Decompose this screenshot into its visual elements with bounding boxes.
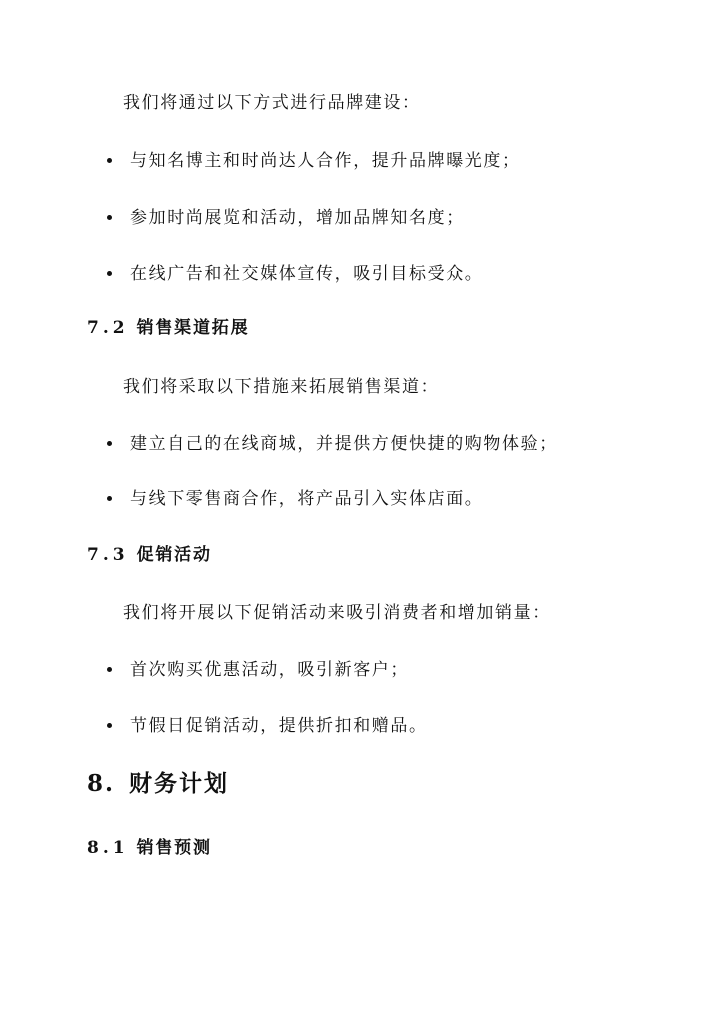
section-title: 销售渠道拓展: [136, 318, 250, 338]
bullet-icon: [107, 271, 112, 276]
list-item: [107, 655, 409, 680]
channels-intro-paragraph: 我们将采取以下措施来拓展销售渠道：: [123, 377, 440, 397]
list-item-text: 与知名博主和时尚达人合作，提升品牌曝光度；: [130, 151, 521, 171]
bullet-icon: [107, 158, 112, 163]
section-number: 7.3: [87, 545, 129, 565]
list-item-text: 在线广告和社交媒体宣传，吸引目标受众。: [130, 264, 484, 284]
list-item-text: 建立自己的在线商城，并提供方便快捷的购物体验；: [130, 434, 558, 454]
list-item: [107, 259, 483, 284]
list-item-text: 参加时尚展览和活动，增加品牌知名度；: [130, 208, 465, 228]
list-item: [107, 484, 483, 509]
section-heading-8: [87, 765, 229, 798]
section-number: 8.: [87, 770, 116, 797]
section-number: 7.2: [87, 318, 129, 338]
section-heading-8-1: [87, 833, 212, 858]
list-item: [107, 146, 521, 171]
list-item-text: 与线下零售商合作，将产品引入实体店面。: [130, 489, 484, 509]
promo-intro-paragraph: 我们将开展以下促销活动来吸引消费者和增加销量：: [123, 603, 551, 623]
list-item-text: 节假日促销活动，提供折扣和赠品。: [130, 716, 428, 736]
bullet-icon: [107, 723, 112, 728]
list-item: [107, 711, 428, 736]
section-heading-7-2: [87, 313, 249, 338]
section-title: 销售预测: [136, 838, 212, 858]
section-title: 财务计划: [129, 770, 230, 797]
list-item: [107, 203, 465, 228]
bullet-icon: [107, 496, 112, 501]
section-title: 促销活动: [136, 545, 212, 565]
bullet-icon: [107, 667, 112, 672]
bullet-icon: [107, 215, 112, 220]
section-number: 8.1: [87, 838, 129, 858]
list-item: [107, 429, 558, 454]
section-heading-7-3: [87, 540, 212, 565]
list-item-text: 首次购买优惠活动，吸引新客户；: [130, 660, 409, 680]
brand-intro-paragraph: 我们将通过以下方式进行品牌建设：: [123, 93, 421, 113]
bullet-icon: [107, 441, 112, 446]
